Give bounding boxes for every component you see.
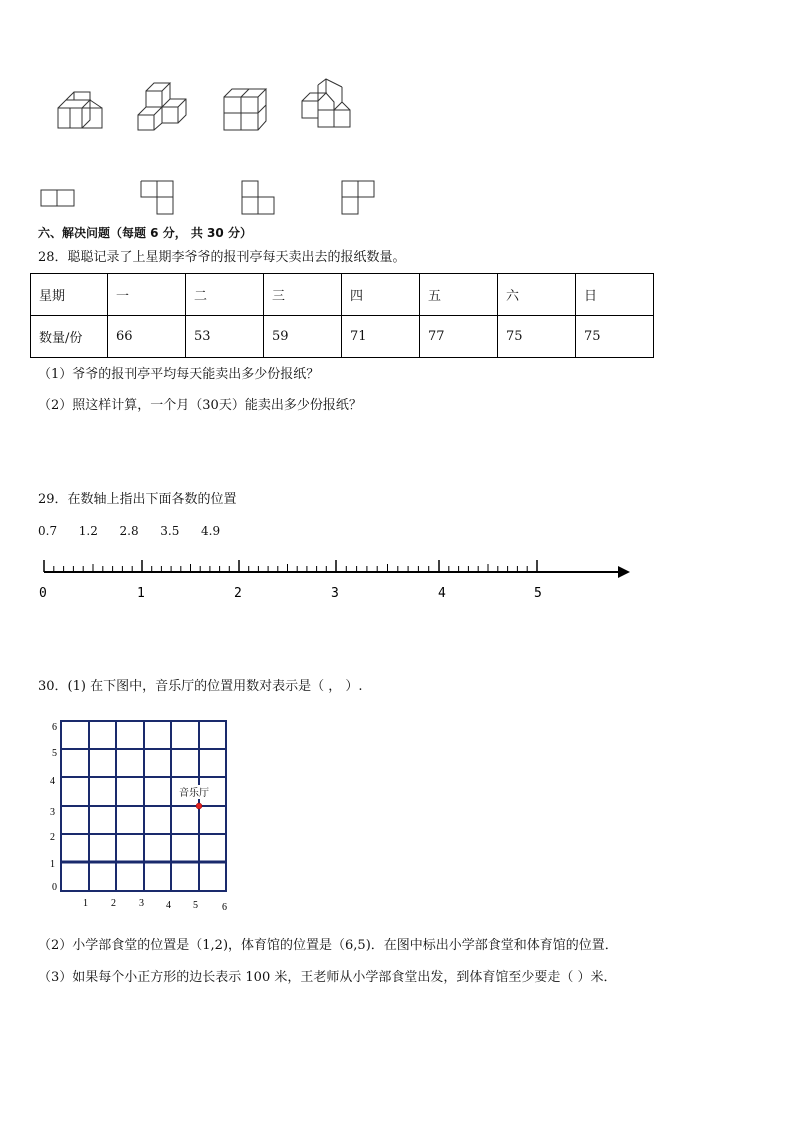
view-figure-1 [41, 190, 74, 206]
q30-sub3: （3）如果每个小正方形的边长表示 100 米，王老师从小学部食堂出发，到体育馆至少要走（ ）米． [38, 970, 617, 985]
q29-number: 2.8 [119, 524, 139, 538]
axis-label: 4 [438, 586, 446, 601]
grid-y-label: 5 [52, 748, 57, 759]
grid-x-label: 5 [193, 900, 198, 911]
grid-y-label: 2 [50, 832, 55, 843]
view-figures [0, 178, 794, 218]
grid-x-label: 4 [166, 900, 171, 911]
grid-x-label: 3 [139, 898, 144, 909]
concert-hall-label: 音乐厅 [179, 788, 209, 799]
axis-label: 1 [137, 586, 145, 601]
grid-y-label: 3 [50, 807, 55, 818]
table-cell-day: 六 [498, 274, 576, 316]
grid-x-label: 2 [111, 898, 116, 909]
grid-x-label: 1 [83, 898, 88, 909]
q28-stem: 28．聪聪记录了上星期李爷爷的报刊亭每天卖出去的报纸数量。 [38, 250, 406, 265]
q30-sub2: （2）小学部食堂的位置是（1,2)，体育馆的位置是（6,5)．在图中标出小学部食堂和体育馆的位置． [38, 938, 618, 953]
q29-number: 0.7 [38, 524, 58, 538]
axis-label: 3 [331, 586, 339, 601]
grid-x-label: 6 [222, 902, 227, 913]
number-line [0, 555, 794, 615]
table-cell-count: 53 [186, 316, 264, 358]
q29-number: 1.2 [78, 524, 98, 538]
table-cell-day: 四 [342, 274, 420, 316]
number-line-arrow [618, 566, 630, 578]
table-cell-day: 二 [186, 274, 264, 316]
q28-sub1: （1）爷爷的报刊亭平均每天能卖出多少份报纸？ [38, 367, 320, 382]
axis-label: 5 [534, 586, 542, 601]
cube-figure-4 [302, 79, 350, 127]
concert-hall-point [196, 803, 202, 809]
table-cell-count: 75 [576, 316, 654, 358]
view-figure-3 [242, 181, 274, 214]
section-title: 六、解决问题（每题 6 分， 共 30 分） [38, 226, 252, 240]
table-header-day: 星期 [31, 274, 108, 316]
coordinate-grid [30, 712, 290, 922]
q30-stem: 30．(1) 在下图中，音乐厅的位置用数对表示是（ ， ）. [38, 679, 363, 694]
table-cell-count: 75 [498, 316, 576, 358]
table-cell-day: 五 [420, 274, 498, 316]
table-cell-count: 71 [342, 316, 420, 358]
table-row [31, 316, 654, 358]
cube-figure-3 [224, 89, 266, 130]
q29-stem: 29．在数轴上指出下面各数的位置 [38, 492, 237, 507]
axis-label: 0 [39, 586, 47, 601]
table-cell-day: 三 [264, 274, 342, 316]
axis-label: 2 [234, 586, 242, 601]
newspaper-table [30, 273, 654, 358]
grid-y-label: 6 [52, 722, 57, 733]
table-cell-count: 77 [420, 316, 498, 358]
table-cell-count: 66 [108, 316, 186, 358]
view-figure-4 [342, 181, 374, 214]
table-row [31, 274, 654, 316]
grid-y-label: 4 [50, 776, 55, 787]
grid-y-label: 1 [50, 859, 55, 870]
grid-y-label: 0 [52, 882, 57, 893]
table-cell-day: 日 [576, 274, 654, 316]
cube-figure-1 [58, 92, 102, 128]
cube-figure-2 [138, 83, 186, 130]
table-header-count: 数量/份 [31, 316, 108, 358]
q28-sub2: （2）照这样计算，一个月（30天）能卖出多少份报纸？ [38, 398, 362, 413]
q29-number: 3.5 [160, 524, 180, 538]
view-figure-2 [141, 181, 173, 214]
table-cell-count: 59 [264, 316, 342, 358]
table-cell-day: 一 [108, 274, 186, 316]
q29-number: 4.9 [201, 524, 221, 538]
q29-numbers [38, 523, 220, 539]
